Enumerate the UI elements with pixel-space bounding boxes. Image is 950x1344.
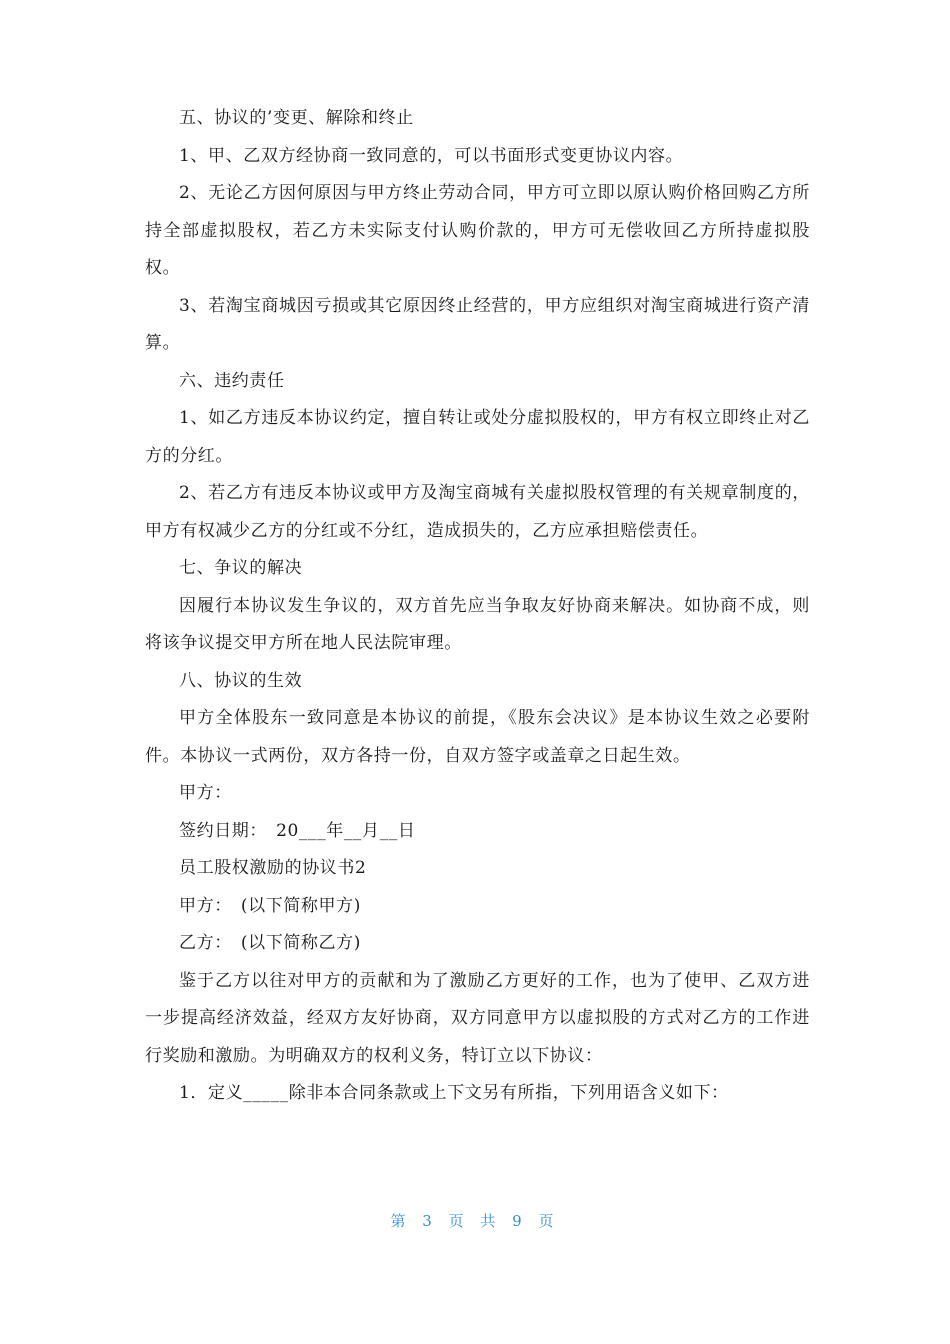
paragraph: 2、若乙方有违反本协议或甲方及淘宝商城有关虚拟股权管理的有关规章制度的，甲方有权减少乙方的分红或不分红，造成损失的，乙方应承担赔偿责任。 <box>145 483 810 541</box>
section-heading-six: 六、违约责任 <box>179 370 285 391</box>
paragraph: 3、若淘宝商城因亏损或其它原因终止经营的，甲方应组织对淘宝商城进行资产清算。 <box>145 295 810 353</box>
party-a-signature-line: 甲方： <box>179 783 232 803</box>
section-heading-five: 五、协议的’变更、解除和终止 <box>179 108 414 128</box>
paragraph: 鉴于乙方以往对甲方的贡献和为了激励乙方更好的工作，也为了使甲、乙双方进一步提高经济效益，经双方友好协商，双方同意甲方以虚拟股的方式对乙方的工作进行奖励和激励。为明确双方的权利义务，特订立以下协议： <box>145 970 810 1066</box>
party-a-line: 甲方： (以下简称甲方) <box>179 895 361 916</box>
section-heading-seven: 七、争议的解决 <box>179 558 303 578</box>
paragraph: 1、如乙方违反本协议约定，擅自转让或处分虚拟股权的，甲方有权立即终止对乙方的分红。 <box>145 408 810 466</box>
party-b-line: 乙方： (以下简称乙方) <box>179 933 361 953</box>
document-body <box>145 100 810 1113</box>
document-subtitle: 员工股权激励的协议书2 <box>179 858 367 878</box>
paragraph: 甲方全体股东一致同意是本协议的前提，《股东会决议》是本协议生效之必要附件。本协议一式两份，双方各持一份，自双方签字或盖章之日起生效。 <box>145 708 810 766</box>
definition-clause: 1．定义_____除非本合同条款或上下文另有所指，下列用语含义如下： <box>179 1083 729 1103</box>
paragraph: 1、甲、乙双方经协商一致同意的，可以书面形式变更协议内容。 <box>179 145 684 166</box>
signing-date-line: 签约日期： 20___年__月__日 <box>179 820 416 841</box>
section-heading-eight: 八、协议的生效 <box>179 670 303 691</box>
paragraph: 因履行本协议发生争议的，双方首先应当争取友好协商来解决。如协商不成，则将该争议提交甲方所在地人民法院审理。 <box>145 595 810 653</box>
page-number-footer: 第 3 页 共 9 页 <box>390 1212 560 1230</box>
paragraph: 2、无论乙方因何原因与甲方终止劳动合同，甲方可立即以原认购价格回购乙方所持全部虚拟股权，若乙方未实际支付认购价款的，甲方可无偿收回乙方所持虚拟股权。 <box>145 183 810 278</box>
